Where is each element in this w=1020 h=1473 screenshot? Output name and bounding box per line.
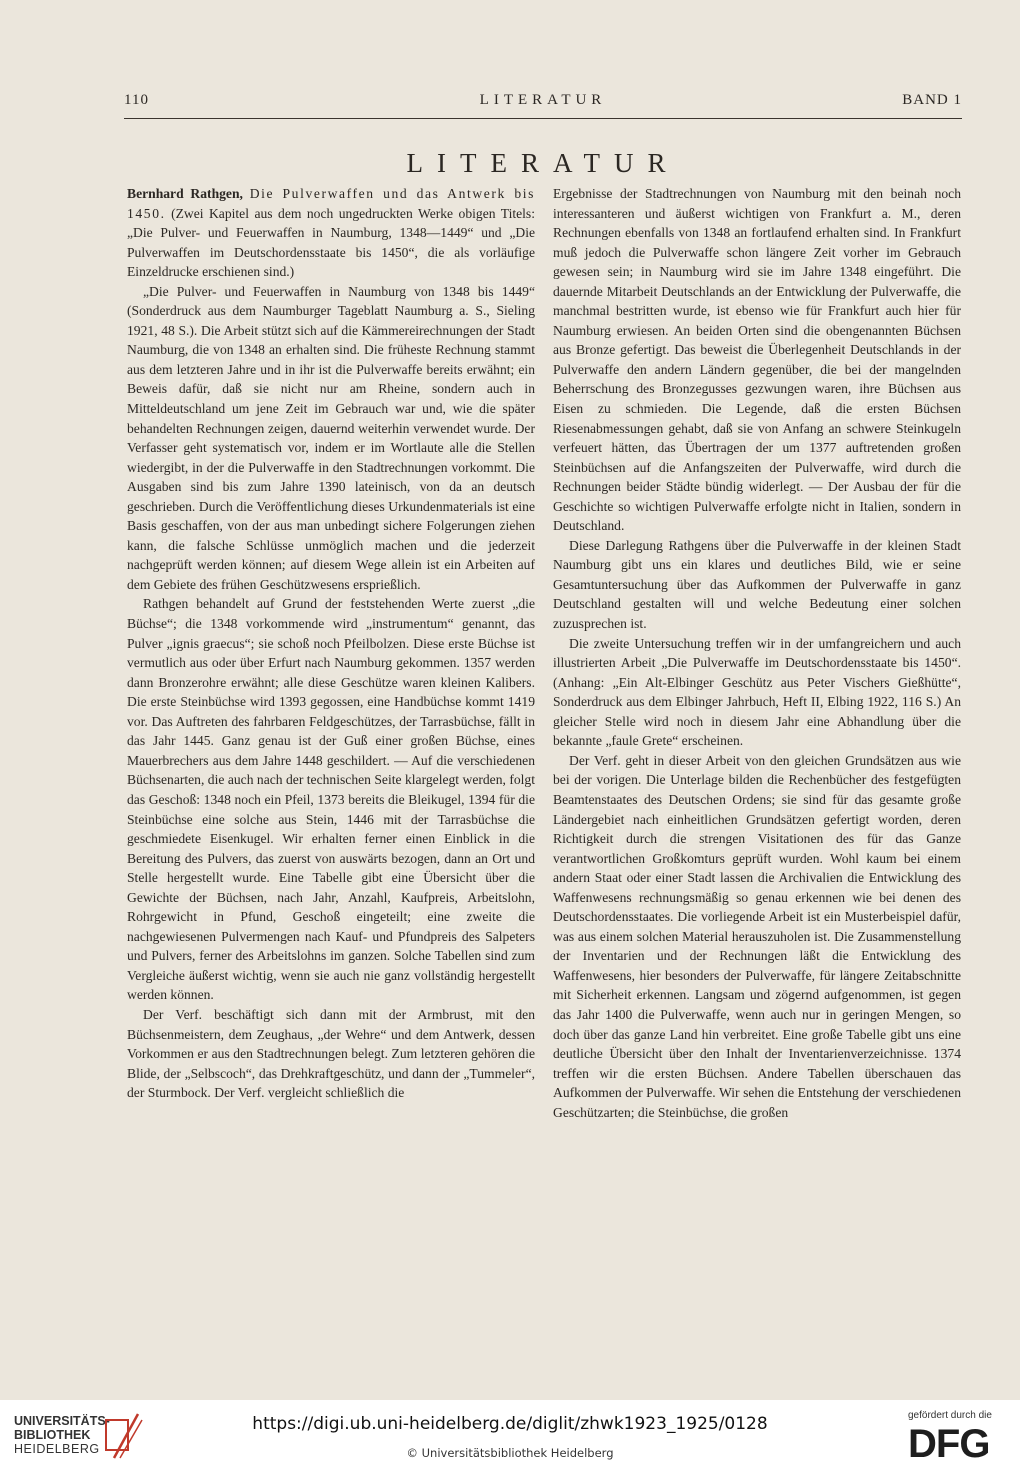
- paragraph: Rathgen behandelt auf Grund der feststehenden Werte zuerst „die Büchse“; die 1348 vorkommende wird „instrumentum“ genannt, das Pulver „ignis graecus“; sie schoß noch Pfeilbolzen. Diese erste Büchse ist vermutlich aus oder über Erfurt nach Naumburg gekommen. 1357 werden dann Bronzerohre erwähnt; alle diese Geschütze waren kleinen Kalibers. Die erste Steinbüchse wird 1393 gegossen, eine Handbüchse kommt 1419 vor. Das Auftreten des fahrbaren Feldgeschützes, der Tarrasbüchse, fällt in das Jahr 1445. Ganz genau ist der Guß einer großen Büchse, eines Mauerbrechers aus dem Jahre 1448 geschildert. — Auf die verschiedenen Büchsenarten, die auch nach der technischen Seite klargelegt werden, folgt das Geschoß: 1348 noch ein Pfeil, 1373 bereits die Bleikugel, 1394 für die Steinbüchse eine solche aus Stein, 1446 mit der Tarrasbüchse die geschmiedete Eisenkugel. Wir erhalten ferner einen Einblick in die Bereitung des Pulvers, das zuerst von auswärts bezogen, dann an Ort und Stelle hergestellt wurde. Eine Tabelle gibt eine Übersicht über die Gewichte der Büchsen, nach Jahr, Anzahl, Kaufpreis, Arbeitslohn, Rohrgewicht in Pfund, Geschoß eingeteilt; eine zweite die nachgewiesenen Pulvermengen nach Kauf- und Pfundpreis des Salpeters und Pulvers, ferner des Arbeitslohns im ganzen. Solche Tabellen sind zum Vergleiche äußerst wichtig, wenn sie auch nie ganz vollständig hergestellt werden können.: [127, 596, 535, 1003]
- review-author: Bernhard Rathgen,: [127, 186, 243, 201]
- right-column: [553, 184, 961, 1122]
- copyright-notice: © Universitätsbibliothek Heidelberg: [406, 1446, 614, 1460]
- review-intro-text: (Zwei Kapitel aus dem noch ungedruckten Werke obigen Titels: „Die Pulver- und Feuerwaffen in Naumburg, 1348—1449“ und „Die Pulverwaffen im Deutschordensstaate bis 1450“, die als vorläufige Einzeldrucke erschienen sind.): [127, 205, 536, 280]
- review-work-title: Die Pulverwaffen und das Antwerk bis 1450.: [127, 186, 535, 221]
- page-title: LITERATUR: [406, 148, 680, 178]
- paragraph: Diese Darlegung Rathgens über die Pulverwaffe in der kleinen Stadt Naumburg gibt uns ein klares und deutliches Bild, wie er seine Gesamtuntersuchung über das Aufkommen der Pulverwaffe in ganz Deutschland gestalten will und welche Bedeutung einer solchen zuzusprechen ist.: [553, 537, 961, 632]
- header-rule: [124, 118, 962, 119]
- library-name-line: HEIDELBERG: [14, 1442, 100, 1456]
- viewer-footer: [0, 1400, 1020, 1473]
- review-intro: [127, 184, 535, 282]
- running-head: [124, 92, 962, 114]
- funding-label: gefördert durch die: [908, 1410, 992, 1421]
- paragraph: Die zweite Untersuchung treffen wir in der umfangreichern und auch illustrierten Arbeit „Die Pulverwaffe im Deutschordensstaate bis 1450“. (Anhang: „Ein Alt-Elbinger Geschütz aus Peter Vischers Gießhütte“, Sonderdruck aus dem Elbinger Jahrbuch, Heft II, Elbing 1922, 116 S.) An gleicher Stelle wird noch in diesem Jahr eine Abhandlung über die bekannte „faule Grete“ erscheinen.: [553, 635, 961, 749]
- paragraph: Ergebnisse der Stadtrechnungen von Naumburg mit den beinah noch interessanteren und äußerst wichtigen von Frankfurt a. M., deren Rechnungen ebenfalls von 1348 an fortlaufend erhalten sind. In Frankfurt muß jedoch die Pulverwaffe schon längere Zeit vorher im Gebrauch gewesen sein; in Naumburg wird sie im Jahre 1348 eingeführt. Die dauernde Mitarbeit Deutschlands an der Entwicklung der Pulverwaffe, die manchmal bestritten wurde, ist ebenso wie für Frankfurt auch hier für Naumburg erwiesen. An beiden Orten sind die obengenannten Büchsen aus Bronze gefertigt. Das beweist die Überlegenheit Deutschlands in der Pulverwaffe den andern Ländern gegenüber, die bei der mangelnden Beherrschung des Bronzegusses gezwungen waren, ihre Büchsen aus Eisen zu schmieden. Die Legende, daß die ersten Büchsen Riesenabmessungen gehabt, daß sie von Anfang an schwere Steinkugeln verfeuert hätten, das Übertragen der um 1377 auftretenden großen Steinbüchsen auf die Anfangszeiten der Pulverwaffe, wird durch die Rechnungen beider Städte bündig widerlegt. — Der Ausbau der für die Geschichte so wichtigen Pulverwaffe erfolgte nicht in Italien, sondern in Deutschland.: [553, 186, 961, 534]
- paragraph: Der Verf. beschäftigt sich dann mit der Armbrust, mit den Büchsenmeistern, dem Zeughaus, „der Wehre“ und dem Antwerk, dessen Vorkommen er aus den Stadtrechnungen belegt. Zum letzteren gehören die Blide, der „Selbscoch“, das Drehkraftgeschütz, und dann der „Tummeler“, der Sturmbock. Der Verf. vergleicht schließlich die: [127, 1006, 535, 1101]
- running-title: LITERATUR: [479, 92, 607, 108]
- volume-label: BAND 1: [902, 92, 962, 108]
- page-number: 110: [124, 92, 149, 108]
- paragraph: „Die Pulver- und Feuerwaffen in Naumburg von 1348 bis 1449“ (Sonderdruck aus dem Naumburger Tageblatt Naumburg a. S., Sieling 1921, 48 S.). Die Arbeit stützt sich auf die Kämmereirechnungen der Stadt Naumburg, die von 1348 an erhalten sind. Die früheste Rechnung stammt aus dem letzteren Jahre und in ihr ist die Pulverwaffe bereits erwähnt; ein Beweis dafür, daß sie nicht nur am Rheine, sondern auch in Mitteldeutschland um jene Zeit im Gebrauch war und, wie die später behandelten Rechnungen zeigen, dauernd weiterhin verwendet wurde. Der Verfasser geht systematisch vor, indem er im Wortlaute alle die Stellen wiedergibt, in der die Pulverwaffe in den Stadtrechnungen vorkommt. Die Ausgaben sind bis zum Jahre 1390 lateinisch, von da an deutsch geschrieben. Durch die Veröffentlichung dieses Urkundenmaterials ist eine Basis geschaffen, von der aus man unbedingt sichere Folgerungen ziehen kann, die falsche Schlüsse unmöglich machen und die jederzeit nachgeprüft werden können; auf diesem Wege allein ist ein Arbeiten auf dem Gebiete des frühen Geschützwesens ersprießlich.: [127, 283, 535, 592]
- library-name-line: BIBLIOTHEK: [14, 1428, 91, 1442]
- dfg-logo[interactable]: DFG: [908, 1422, 990, 1466]
- permalink-url[interactable]: https://digi.ub.uni-heidelberg.de/diglit/zhwk1923_1925/0128: [252, 1414, 768, 1434]
- paragraph: Der Verf. geht in dieser Arbeit von den gleichen Grundsätzen aus wie bei der vorigen. Die Unterlage bilden die Rechenbücher des festgefügten Beamtenstaates des Deutschen Ordens; sie sind für das gesamte große Ländergebiet nach einheitlichen Grundsätzen gefertigt worden, deren Richtigkeit durch die strengen Visitationen des für das Ganze verantwortlichen Großkomturs geprüft wurden. Wohl kaum bei einem andern Staat oder einer Stadt lassen die Archivalien die Entwicklung des Waffenwesens rechnungsmäßig so genau erkennen wie bei denen des Deutschordensstaates. Die vorliegende Arbeit ist ein Musterbeispiel dafür, was aus einem solchen Material herauszuholen ist. Die Zusammenstellung der Inventarien und der Rechnungen läßt die Entwicklung des Waffenwesens, hier besonders der Pulverwaffe, für längere Zeitabschnitte mit Sicherheit erkennen. Langsam und zögernd aufgenommen, ist gegen das Jahr 1400 die Pulverwaffe, wenn auch nur in geringen Mengen, so doch über das ganze Land hin verbreitet. Eine große Tabelle gibt uns eine deutliche Übersicht über den Inhalt der Inventarienverzeichnisse. 1374 treffen wir die ersten Büchsen. Andere Tabellen überschauen das Aufkommen der Pulverwaffe. Wir sehen die Entstehung der verschiedenen Geschützarten; die Steinbüchse, die großen: [553, 752, 961, 1120]
- left-column: [127, 184, 535, 1103]
- library-name-line: UNIVERSITÄTS-: [14, 1414, 110, 1428]
